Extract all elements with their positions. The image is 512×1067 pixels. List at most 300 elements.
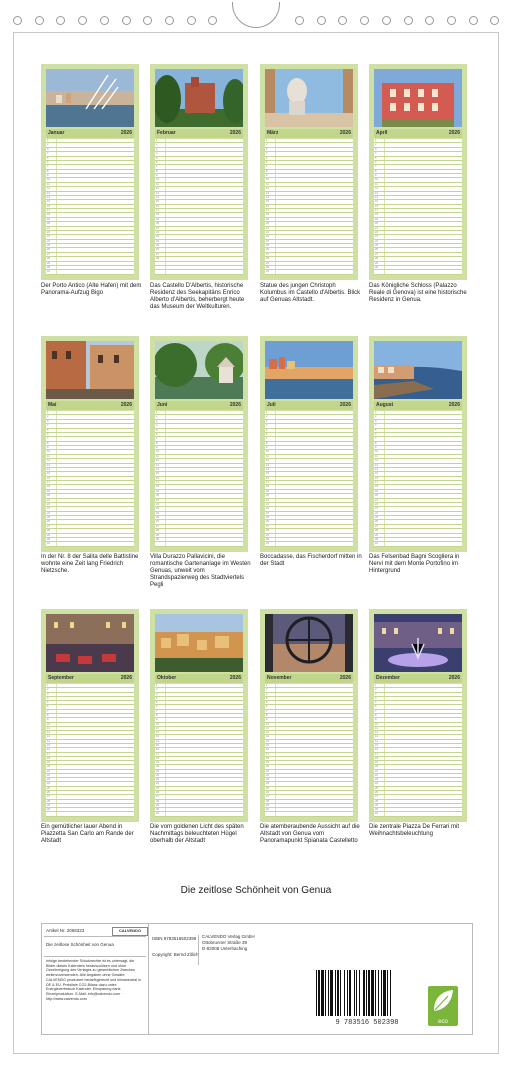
day-number: 17 <box>47 209 50 212</box>
day-number: 23 <box>47 778 50 782</box>
day-number: 29 <box>266 803 269 807</box>
day-number: 31 <box>375 542 378 546</box>
day-number: 1 <box>375 684 377 687</box>
day-number: 14 <box>375 739 378 743</box>
day-number: 21 <box>266 498 269 502</box>
day-number: 4 <box>375 152 377 156</box>
day-number: 6 <box>156 160 158 164</box>
day-number: 2 <box>47 688 49 692</box>
day-number: 25 <box>266 516 269 519</box>
month-header <box>374 674 462 683</box>
month-photo <box>46 69 134 127</box>
day-number: 30 <box>375 537 378 541</box>
month-year: 2026 <box>339 675 351 681</box>
day-number: 10 <box>47 450 50 454</box>
day-number: 30 <box>47 808 50 812</box>
month-photo <box>46 614 134 672</box>
binding-hole <box>122 16 131 25</box>
binding-hole <box>35 16 44 25</box>
barcode-bar <box>330 970 333 1016</box>
day-number: 8 <box>266 441 268 445</box>
day-number: 3 <box>156 419 158 423</box>
day-number: 14 <box>156 739 159 743</box>
day-number: 1 <box>266 139 268 142</box>
day-number: 16 <box>266 748 269 752</box>
day-number: 3 <box>375 692 377 696</box>
day-number: 20 <box>375 494 378 498</box>
day-number: 22 <box>266 773 269 777</box>
article-number: Artikel Nr. 2068323 <box>46 928 85 933</box>
day-number: 7 <box>375 165 377 169</box>
month-card <box>260 64 358 280</box>
day-number: 14 <box>156 195 159 199</box>
month-card <box>260 336 358 552</box>
day-number: 6 <box>375 705 377 709</box>
day-grid <box>265 411 353 547</box>
day-number: 7 <box>375 437 377 441</box>
day-number: 11 <box>47 726 50 730</box>
barcode-bar <box>337 970 339 1016</box>
day-number: 8 <box>156 441 158 445</box>
eco-label: eco <box>438 1019 448 1025</box>
month-name: Februar <box>157 130 176 136</box>
day-number: 9 <box>47 174 49 177</box>
day-grid <box>265 139 353 275</box>
day-number: 17 <box>266 209 269 212</box>
day-number: 15 <box>266 200 269 204</box>
day-number: 14 <box>47 195 50 199</box>
binding-hole <box>143 16 152 25</box>
day-number: 1 <box>156 411 158 414</box>
day-number: 16 <box>47 476 50 480</box>
day-number: 14 <box>375 195 378 199</box>
day-number: 28 <box>47 799 50 803</box>
day-number: 13 <box>375 463 378 467</box>
day-number: 26 <box>266 248 269 252</box>
day-number: 17 <box>47 481 50 484</box>
month-card <box>150 336 248 552</box>
day-number: 20 <box>266 494 269 498</box>
day-number: 26 <box>47 791 50 795</box>
day-number: 27 <box>47 795 50 799</box>
day-number: 4 <box>47 696 49 700</box>
day-number: 10 <box>47 722 50 726</box>
day-number: 13 <box>47 463 50 467</box>
day-number: 16 <box>47 204 50 208</box>
day-number: 12 <box>47 731 50 735</box>
day-number: 31 <box>47 270 50 274</box>
day-number: 27 <box>156 795 159 799</box>
day-number: 1 <box>375 139 377 142</box>
day-number: 6 <box>156 432 158 436</box>
month-year: 2026 <box>120 402 132 408</box>
day-number: 23 <box>266 507 269 511</box>
day-row <box>46 270 134 274</box>
month-card <box>369 336 467 552</box>
month-card <box>41 609 139 822</box>
month-year: 2026 <box>339 130 351 136</box>
day-number: 19 <box>375 761 378 765</box>
day-number: 3 <box>266 692 268 696</box>
day-row <box>46 542 134 546</box>
day-number: 1 <box>156 684 158 687</box>
day-number: 28 <box>156 799 159 803</box>
day-number: 13 <box>266 463 269 467</box>
day-number: 17 <box>156 752 159 756</box>
day-number: 29 <box>156 533 159 537</box>
day-number: 9 <box>156 446 158 449</box>
day-number: 20 <box>375 222 378 226</box>
day-number: 22 <box>47 230 50 234</box>
day-number: 19 <box>47 217 50 221</box>
day-number: 17 <box>375 752 378 756</box>
day-number: 26 <box>156 248 159 252</box>
day-number: 31 <box>375 812 378 816</box>
month-name: August <box>376 402 394 408</box>
day-number: 16 <box>375 748 378 752</box>
month-photo <box>265 69 353 127</box>
calvendo-logo: CALVENDO <box>112 927 148 936</box>
barcode-bar <box>378 970 379 1016</box>
day-number: 17 <box>266 752 269 756</box>
day-number: 7 <box>375 709 377 713</box>
day-number: 13 <box>375 191 378 195</box>
day-number: 8 <box>156 713 158 717</box>
day-number: 2 <box>375 688 377 692</box>
day-grid <box>46 411 134 547</box>
day-number: 27 <box>375 795 378 799</box>
leaf-icon <box>428 986 458 1016</box>
day-number: 3 <box>266 419 268 423</box>
day-number: 9 <box>156 174 158 177</box>
day-number: 12 <box>47 187 50 191</box>
month-name: September <box>48 675 74 681</box>
day-number: 24 <box>47 239 50 243</box>
month-name: Juni <box>157 402 168 408</box>
day-grid <box>155 139 243 275</box>
day-number: 11 <box>156 182 159 186</box>
day-number: 19 <box>47 761 50 765</box>
day-number: 7 <box>47 709 49 713</box>
day-number: 30 <box>47 265 50 269</box>
day-number: 19 <box>47 489 50 493</box>
day-number: 10 <box>375 722 378 726</box>
day-number: 15 <box>266 743 269 747</box>
month-photo <box>374 614 462 672</box>
month-caption: Statue des jungen Christoph Kolumbus im Castello d'Albertis. Blick auf Genuas Altstadt. <box>260 283 361 303</box>
binding-hole <box>295 16 304 25</box>
binding-hole <box>490 16 499 25</box>
day-number: 23 <box>375 235 378 239</box>
day-number: 14 <box>266 739 269 743</box>
day-number: 18 <box>375 213 378 217</box>
binding-hole <box>360 16 369 25</box>
month-caption: Villa Durazzo Pallavicini, die romantische Gartenanlage im Westen Genuas, unweit vom Strandspazierweg des Stadtviertels Pegli <box>150 554 251 588</box>
day-number: 24 <box>266 511 269 515</box>
day-number: 18 <box>266 485 269 489</box>
month-year: 2026 <box>229 675 241 681</box>
day-number: 11 <box>47 454 50 458</box>
month-name: März <box>267 130 279 136</box>
day-number: 8 <box>47 169 49 173</box>
month-card <box>260 609 358 822</box>
day-number: 7 <box>47 437 49 441</box>
month-card <box>150 609 248 822</box>
day-number: 12 <box>156 731 159 735</box>
month-name: Dezember <box>376 675 400 681</box>
day-number: 21 <box>47 769 50 773</box>
barcode-bar <box>340 970 341 1016</box>
day-number: 16 <box>266 204 269 208</box>
day-number: 15 <box>266 472 269 476</box>
day-number: 25 <box>47 786 50 790</box>
day-number: 16 <box>375 476 378 480</box>
day-number: 27 <box>266 524 269 528</box>
day-number: 23 <box>156 778 159 782</box>
month-photo <box>374 69 462 127</box>
day-number: 26 <box>156 791 159 795</box>
day-number: 4 <box>47 424 49 428</box>
month-year: 2026 <box>448 402 460 408</box>
day-number: 4 <box>266 424 268 428</box>
info-subtitle: Die zeitlose Schönheit von Genua <box>46 942 114 947</box>
day-number: 1 <box>266 684 268 687</box>
day-number: 22 <box>47 502 50 506</box>
day-number: 3 <box>47 419 49 423</box>
publisher-name: CALVENDO Verlag GmbH <box>202 934 255 939</box>
day-number: 30 <box>266 537 269 541</box>
day-number: 25 <box>47 244 50 247</box>
day-number: 22 <box>266 230 269 234</box>
day-number: 10 <box>156 178 159 182</box>
day-number: 8 <box>266 713 268 717</box>
day-number: 28 <box>375 257 378 261</box>
info-box <box>41 923 473 1035</box>
day-number: 22 <box>156 230 159 234</box>
day-number: 15 <box>47 472 50 476</box>
day-number: 9 <box>47 446 49 449</box>
day-number: 9 <box>375 174 377 177</box>
month-name: Oktober <box>157 675 177 681</box>
day-number: 1 <box>47 684 49 687</box>
day-number: 30 <box>156 808 159 812</box>
month-header <box>46 674 134 683</box>
day-number: 24 <box>375 239 378 243</box>
day-number: 17 <box>47 752 50 756</box>
barcode-bar <box>316 970 317 1016</box>
day-number: 2 <box>47 415 49 419</box>
month-photo <box>265 341 353 399</box>
day-number: 2 <box>375 143 377 147</box>
day-number: 8 <box>375 713 377 717</box>
month-header <box>155 674 243 683</box>
month-card <box>369 64 467 280</box>
day-grid <box>155 411 243 547</box>
day-number: 12 <box>375 731 378 735</box>
day-number: 13 <box>47 735 50 739</box>
day-number: 29 <box>375 533 378 537</box>
day-number: 16 <box>156 476 159 480</box>
day-number: 23 <box>156 235 159 239</box>
day-number: 15 <box>375 472 378 476</box>
day-number: 28 <box>375 799 378 803</box>
month-header <box>265 674 353 683</box>
day-number: 27 <box>47 252 50 256</box>
day-number: 26 <box>47 248 50 252</box>
day-number: 11 <box>266 182 269 186</box>
day-number: 28 <box>47 257 50 261</box>
day-number: 24 <box>156 782 159 786</box>
day-number: 5 <box>375 156 377 160</box>
day-number: 14 <box>47 467 50 471</box>
day-number: 18 <box>47 485 50 489</box>
day-number: 24 <box>266 239 269 243</box>
day-number: 2 <box>266 143 268 147</box>
day-number: 4 <box>375 696 377 700</box>
day-number: 28 <box>266 799 269 803</box>
binding-hole <box>165 16 174 25</box>
day-number: 7 <box>156 437 158 441</box>
day-row <box>374 812 462 816</box>
month-caption: Das Castello D'Albertis, historische Residenz des Seekapitäns Enrico Alberto d'Albertis, beherbergt heute das Museum der Weltkulturen. <box>150 283 245 310</box>
day-number: 29 <box>156 803 159 807</box>
day-number: 22 <box>156 773 159 777</box>
day-number: 18 <box>156 756 159 760</box>
day-number: 29 <box>375 803 378 807</box>
binding-hole <box>382 16 391 25</box>
day-number: 20 <box>375 765 378 769</box>
day-row <box>46 812 134 816</box>
day-number: 30 <box>266 808 269 812</box>
day-grid <box>374 684 462 817</box>
binding-hole <box>338 16 347 25</box>
day-number: 8 <box>156 169 158 173</box>
binding-hole <box>208 16 217 25</box>
day-number: 4 <box>266 152 268 156</box>
day-number: 7 <box>156 709 158 713</box>
day-number: 30 <box>266 265 269 269</box>
day-number: 22 <box>47 773 50 777</box>
day-number: 1 <box>156 139 158 142</box>
barcode-bar <box>368 970 370 1016</box>
copyright: Copyright: Bernd Zillich <box>152 952 199 957</box>
binding-hole <box>425 16 434 25</box>
day-number: 27 <box>266 252 269 256</box>
day-number: 26 <box>375 520 378 524</box>
month-caption: Die vom goldenen Licht des späten Nachmittags beleuchteten Hügel oberhalb der Altstadt <box>150 824 244 844</box>
day-number: 29 <box>47 261 50 265</box>
day-number: 26 <box>156 520 159 524</box>
day-number: 17 <box>156 209 159 212</box>
day-number: 6 <box>266 705 268 709</box>
month-photo <box>46 341 134 399</box>
day-number: 28 <box>156 529 159 533</box>
day-number: 16 <box>47 748 50 752</box>
day-number: 9 <box>266 446 268 449</box>
day-number: 23 <box>156 507 159 511</box>
day-number: 15 <box>47 200 50 204</box>
day-number: 24 <box>266 782 269 786</box>
day-number: 5 <box>375 428 377 432</box>
day-number: 31 <box>47 542 50 546</box>
month-year: 2026 <box>229 402 241 408</box>
day-number: 11 <box>266 454 269 458</box>
day-number: 2 <box>375 415 377 419</box>
day-number: 19 <box>156 489 159 493</box>
day-number: 6 <box>47 432 49 436</box>
month-card <box>150 64 248 280</box>
isbn: ISBN 9783516502398 <box>152 936 197 941</box>
day-number: 25 <box>375 786 378 790</box>
day-number: 20 <box>266 222 269 226</box>
barcode-bar <box>325 970 326 1016</box>
day-number: 5 <box>266 701 268 705</box>
day-number: 20 <box>156 765 159 769</box>
eco-badge <box>428 986 458 1026</box>
barcode-number: 9 783516 502398 <box>335 1019 399 1027</box>
month-caption: Das Königliche Schloss (Palazzo Reale di Genova) ist eine historische Residenz in Genua. <box>369 283 467 303</box>
day-number: 22 <box>375 773 378 777</box>
day-number: 20 <box>47 765 50 769</box>
day-number: 15 <box>375 743 378 747</box>
day-row <box>374 270 462 274</box>
month-photo <box>374 341 462 399</box>
month-year: 2026 <box>339 402 351 408</box>
day-number: 19 <box>156 761 159 765</box>
day-row <box>265 812 353 816</box>
binding-hole <box>13 16 22 25</box>
day-number: 12 <box>266 187 269 191</box>
day-number: 10 <box>156 722 159 726</box>
day-number: 6 <box>375 432 377 436</box>
day-number: 27 <box>156 252 159 256</box>
day-number: 30 <box>375 265 378 269</box>
day-number: 24 <box>156 239 159 243</box>
day-number: 11 <box>375 726 378 730</box>
day-number: 11 <box>375 454 378 458</box>
day-number: 21 <box>47 226 50 230</box>
day-number: 3 <box>156 692 158 696</box>
day-number: 4 <box>47 152 49 156</box>
day-number: 1 <box>266 411 268 414</box>
day-number: 29 <box>375 261 378 265</box>
day-number: 22 <box>375 502 378 506</box>
day-number: 7 <box>156 165 158 169</box>
day-number: 14 <box>375 467 378 471</box>
month-caption: Das Felsenbad Bagni Scogliera in Nervi mit dem Monte Portofino im Hintergrund <box>369 554 460 574</box>
day-number: 1 <box>375 411 377 414</box>
day-number: 9 <box>375 718 377 722</box>
day-number: 9 <box>266 718 268 722</box>
day-number: 21 <box>266 769 269 773</box>
month-photo <box>155 69 243 127</box>
day-number: 29 <box>47 803 50 807</box>
month-name: April <box>376 130 388 136</box>
day-number: 18 <box>156 485 159 489</box>
day-number: 14 <box>47 739 50 743</box>
day-number: 5 <box>156 428 158 432</box>
barcode-bar <box>381 970 382 1016</box>
publisher-street: Ottobrunner Straße 39 <box>202 940 248 945</box>
day-number: 6 <box>266 432 268 436</box>
day-number: 4 <box>266 696 268 700</box>
day-number: 19 <box>375 489 378 493</box>
day-number: 10 <box>266 722 269 726</box>
day-number: 21 <box>375 226 378 230</box>
day-number: 20 <box>156 494 159 498</box>
day-number: 18 <box>375 485 378 489</box>
day-grid <box>374 411 462 547</box>
